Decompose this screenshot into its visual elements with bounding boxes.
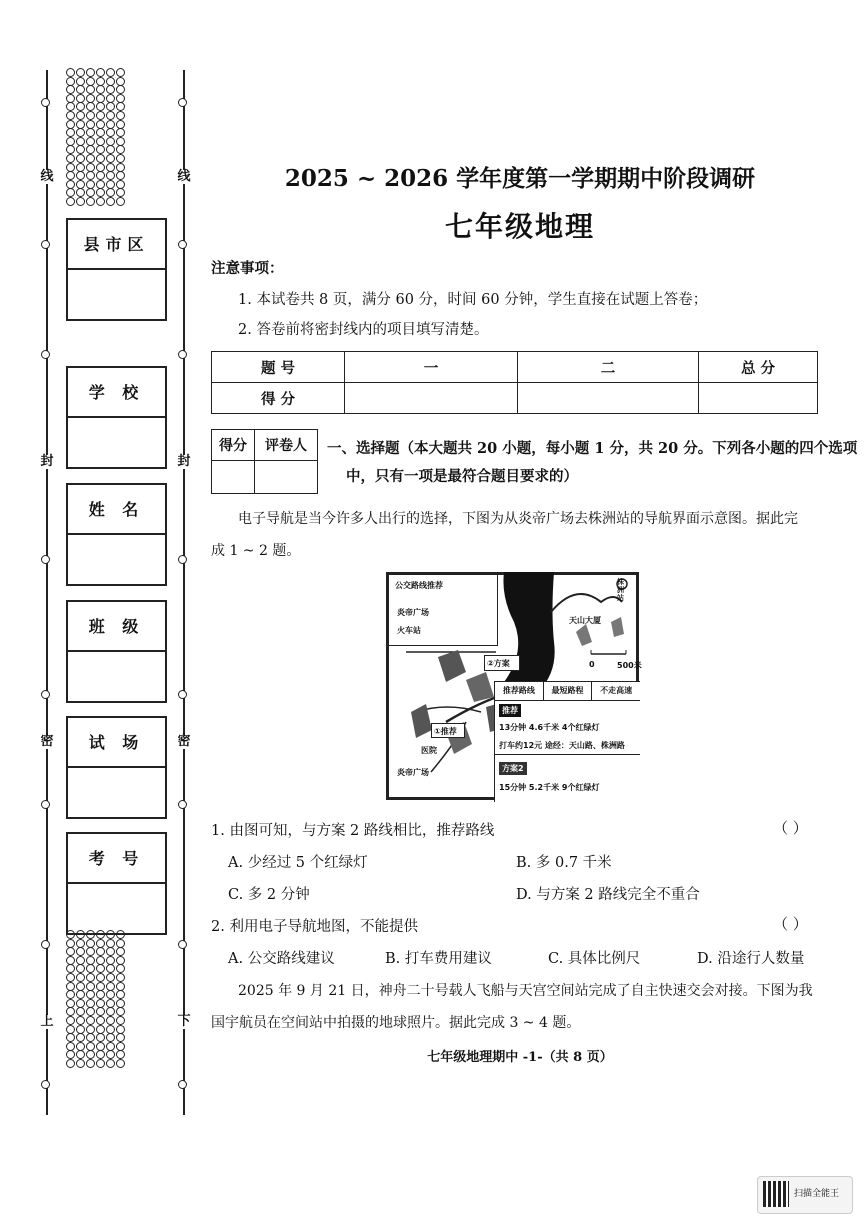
decorative-dot — [96, 1033, 105, 1042]
notes-item: 2. 答卷前将密封线内的项目填写清楚。 — [238, 322, 489, 338]
map-square-label: 炎帝广场 — [397, 768, 429, 777]
navigation-map-figure — [386, 572, 642, 800]
decorative-dot — [66, 154, 75, 163]
score-cell[interactable] — [345, 383, 518, 414]
seal-char: 线 — [177, 169, 191, 184]
grader-name-cell[interactable] — [255, 461, 318, 494]
decorative-dot — [96, 1050, 105, 1059]
seal-ring — [178, 240, 187, 249]
seal-ring — [41, 1080, 50, 1089]
decorative-dot — [86, 990, 95, 999]
option-d[interactable]: D. 沿途行人数量 — [697, 951, 805, 967]
decorative-dot — [96, 85, 105, 94]
field-room[interactable] — [66, 716, 167, 819]
decorative-dot — [96, 990, 105, 999]
decorative-dot — [86, 197, 95, 206]
decorative-dot — [66, 197, 75, 206]
map-plan2-tag — [484, 655, 520, 671]
seal-char: 线 — [40, 169, 54, 184]
route-tab[interactable]: 不走高速 — [600, 686, 633, 695]
decorative-dot — [116, 1016, 125, 1025]
decorative-dot — [116, 973, 125, 982]
decorative-dot — [86, 171, 95, 180]
score-cell[interactable] — [518, 383, 699, 414]
score-table-header: 总 分 — [699, 352, 818, 383]
decorative-dot — [66, 1059, 75, 1068]
seal-char: 上 — [40, 1014, 54, 1029]
seal-ring — [41, 940, 50, 949]
field-label: 班 级 — [68, 602, 165, 652]
decorative-dot — [106, 68, 115, 77]
field-school[interactable] — [66, 366, 167, 469]
decorative-dot — [116, 188, 125, 197]
decorative-dot — [116, 1007, 125, 1016]
passage-text: 国宇航员在空间站中拍摄的地球照片。据此完成 3 ~ 4 题。 — [211, 1015, 581, 1031]
decorative-dot — [116, 990, 125, 999]
decorative-dot — [106, 1016, 115, 1025]
option-d[interactable]: D. 与方案 2 路线完全不重合 — [516, 887, 700, 903]
decorative-dot — [86, 1016, 95, 1025]
seal-char: 封 — [40, 454, 54, 469]
decorative-dot — [106, 990, 115, 999]
decorative-dot — [76, 128, 85, 137]
score-table-label: 得 分 — [212, 383, 345, 414]
score-table — [211, 351, 818, 414]
right-seal-line — [183, 70, 185, 1115]
decorative-dot — [106, 1050, 115, 1059]
decorative-dot — [66, 145, 75, 154]
decorative-dot-grid — [66, 68, 124, 206]
scanner-watermark — [757, 1176, 853, 1214]
decorative-dot — [76, 973, 85, 982]
route1-info: 13分钟 4.6千米 4个红绿灯 — [499, 723, 600, 732]
map-plan2-tag-label: ②方案 — [487, 659, 510, 668]
score-table-header: 一 — [345, 352, 518, 383]
passage-text: 成 1 ~ 2 题。 — [211, 543, 301, 559]
field-class[interactable] — [66, 600, 167, 703]
answer-bracket[interactable]: （ ） — [773, 915, 808, 933]
decorative-dot — [116, 1059, 125, 1068]
route2-info: 15分钟 5.2千米 9个红绿灯 — [499, 783, 600, 792]
field-label: 姓 名 — [68, 485, 165, 535]
seal-char: 封 — [177, 454, 191, 469]
decorative-dot — [76, 990, 85, 999]
decorative-dot — [96, 188, 105, 197]
decorative-dot — [96, 171, 105, 180]
seal-ring — [41, 800, 50, 809]
question-1-stem: 1. 由图可知，与方案 2 路线相比，推荐路线 — [211, 823, 495, 839]
decorative-dot — [76, 171, 85, 180]
decorative-dot — [86, 111, 95, 120]
route-divider — [495, 754, 640, 755]
decorative-dot — [76, 188, 85, 197]
seal-ring — [41, 240, 50, 249]
decorative-dot — [106, 128, 115, 137]
decorative-dot — [66, 1007, 75, 1016]
field-county[interactable] — [66, 218, 167, 321]
decorative-dot — [76, 197, 85, 206]
decorative-dot — [116, 1033, 125, 1042]
field-label: 县市区 — [68, 220, 165, 270]
decorative-dot — [96, 973, 105, 982]
decorative-dot — [76, 145, 85, 154]
decorative-dot — [116, 947, 125, 956]
decorative-dot — [66, 171, 75, 180]
exam-subject: 七年级地理 — [444, 210, 595, 243]
decorative-dot — [96, 1016, 105, 1025]
grader-name-header: 评卷人 — [255, 430, 318, 461]
decorative-dot — [86, 947, 95, 956]
decorative-dot — [116, 85, 125, 94]
section-heading: 一、选择题（本大题共 20 小题，每小题 1 分，共 20 分。下列各小题的四个选项 — [327, 440, 858, 457]
option-b[interactable]: B. 多 0.7 千米 — [516, 855, 612, 871]
seal-char: 密 — [177, 734, 191, 749]
map-origin-label: 炎帝广场 — [397, 608, 429, 617]
map-hospital-label: 医院 — [421, 746, 437, 755]
decorative-dot — [66, 990, 75, 999]
decorative-dot — [66, 1033, 75, 1042]
decorative-dot — [106, 973, 115, 982]
map-station-label: 株洲站 — [617, 578, 624, 602]
decorative-dot — [86, 1007, 95, 1016]
watermark-label: 扫描全能王 — [794, 1189, 840, 1199]
map-destination-label: 火车站 — [397, 626, 421, 635]
decorative-dot — [66, 111, 75, 120]
decorative-dot — [86, 145, 95, 154]
map-top-bar-label: 公交路线推荐 — [395, 581, 443, 590]
question-2-stem: 2. 利用电子导航地图，不能提供 — [211, 919, 418, 935]
decorative-dot — [116, 197, 125, 206]
seal-ring — [178, 98, 187, 107]
decorative-dot — [106, 154, 115, 163]
decorative-dot — [106, 188, 115, 197]
decorative-dot — [86, 85, 95, 94]
decorative-dot — [106, 1059, 115, 1068]
decorative-dot — [96, 154, 105, 163]
decorative-dot — [86, 68, 95, 77]
seal-ring — [178, 940, 187, 949]
route2-badge: 方案2 — [499, 762, 527, 775]
decorative-dot — [96, 128, 105, 137]
decorative-dot — [116, 154, 125, 163]
decorative-dot — [86, 188, 95, 197]
notes-item: 1. 本试卷共 8 页，满分 60 分，时间 60 分钟，学生直接在试题上答卷； — [238, 292, 708, 308]
decorative-dot — [106, 85, 115, 94]
option-b[interactable]: B. 打车费用建议 — [385, 951, 492, 967]
decorative-dot — [86, 1059, 95, 1068]
decorative-dot — [76, 1033, 85, 1042]
page-footer: 七年级地理期中 -1-（共 8 页） — [427, 1050, 613, 1065]
decorative-dot — [116, 128, 125, 137]
seal-ring — [178, 350, 187, 359]
decorative-dot — [76, 947, 85, 956]
route1-detail: 打车约12元 途经：天山路、株洲路 — [499, 741, 625, 750]
decorative-dot — [66, 1016, 75, 1025]
decorative-dot — [86, 154, 95, 163]
decorative-dot — [116, 171, 125, 180]
decorative-dot — [86, 128, 95, 137]
map-scale-end: 500米 — [617, 661, 642, 670]
decorative-dot — [76, 1050, 85, 1059]
score-table-header: 题 号 — [212, 352, 345, 383]
decorative-dot — [96, 197, 105, 206]
field-label: 考 号 — [68, 834, 165, 884]
decorative-dot — [106, 145, 115, 154]
option-a[interactable]: A. 公交路线建议 — [228, 951, 335, 967]
route-tab[interactable]: 最短路程 — [544, 682, 593, 700]
decorative-dot — [76, 1016, 85, 1025]
decorative-dot — [76, 68, 85, 77]
map-plan1-tag — [431, 723, 465, 738]
decorative-dot — [66, 85, 75, 94]
decorative-dot — [96, 111, 105, 120]
option-a[interactable]: A. 少经过 5 个红绿灯 — [228, 855, 368, 871]
seal-char: 密 — [40, 734, 54, 749]
grader-score-cell[interactable] — [212, 461, 255, 494]
decorative-dot — [76, 154, 85, 163]
left-seal-line — [46, 70, 48, 1115]
score-cell[interactable] — [699, 383, 818, 414]
passage-text: 电子导航是当今许多人出行的选择，下图为从炎帝广场去株洲站的导航界面示意图。据此完 — [238, 511, 798, 527]
seal-ring — [41, 350, 50, 359]
decorative-dot — [66, 188, 75, 197]
decorative-dot-grid — [66, 930, 124, 1068]
decorative-dot — [116, 145, 125, 154]
qr-code-icon — [763, 1181, 789, 1207]
decorative-dot — [66, 68, 75, 77]
route-panel — [494, 681, 640, 802]
decorative-dot — [116, 1050, 125, 1059]
decorative-dot — [76, 1059, 85, 1068]
decorative-dot — [106, 1007, 115, 1016]
decorative-dot — [96, 145, 105, 154]
answer-bracket[interactable]: （ ） — [773, 819, 808, 837]
decorative-dot — [76, 111, 85, 120]
decorative-dot — [116, 111, 125, 120]
field-label: 试 场 — [68, 718, 165, 768]
seal-ring — [178, 690, 187, 699]
decorative-dot — [106, 171, 115, 180]
seal-char: 下 — [177, 1014, 191, 1029]
decorative-dot — [76, 85, 85, 94]
decorative-dot — [66, 947, 75, 956]
notes-heading: 注意事项： — [211, 260, 284, 277]
decorative-dot — [66, 973, 75, 982]
section-heading-cont: 中，只有一项是最符合题目要求的） — [346, 468, 578, 485]
decorative-dot — [96, 947, 105, 956]
map-plan1-tag-label: ①推荐 — [434, 727, 457, 736]
option-c[interactable]: C. 具体比例尺 — [548, 951, 641, 967]
decorative-dot — [96, 68, 105, 77]
decorative-dot — [116, 68, 125, 77]
decorative-dot — [106, 1033, 115, 1042]
seal-ring — [178, 800, 187, 809]
passage-text: 2025 年 9 月 21 日，神舟二十号载人飞船与天宫空间站完成了自主快速交会对接。下图为我 — [238, 983, 813, 999]
decorative-dot — [76, 1007, 85, 1016]
decorative-dot — [86, 1033, 95, 1042]
field-label: 学 校 — [68, 368, 165, 418]
route-tabs — [495, 682, 640, 701]
route1-badge: 推荐 — [499, 704, 521, 717]
map-top-bar — [389, 575, 498, 596]
decorative-dot — [106, 111, 115, 120]
map-building-label: 天山大厦 — [569, 616, 601, 625]
grader-table — [211, 429, 318, 494]
seal-ring — [41, 555, 50, 564]
decorative-dot — [66, 1050, 75, 1059]
decorative-dot — [96, 1059, 105, 1068]
seal-ring — [178, 1080, 187, 1089]
seal-ring — [178, 555, 187, 564]
grader-score-header: 得分 — [212, 430, 255, 461]
seal-ring — [41, 690, 50, 699]
decorative-dot — [86, 973, 95, 982]
score-table-header: 二 — [518, 352, 699, 383]
exam-title: 2025 ~ 2026 学年度第一学期期中阶段调研 — [284, 165, 756, 192]
route-tab[interactable]: 推荐路线 — [495, 682, 544, 700]
field-name[interactable] — [66, 483, 167, 586]
decorative-dot — [86, 1050, 95, 1059]
decorative-dot — [106, 197, 115, 206]
map-scale-zero: 0 — [589, 660, 595, 669]
seal-ring — [41, 98, 50, 107]
field-exam-number[interactable] — [66, 832, 167, 935]
decorative-dot — [66, 128, 75, 137]
map-route-panel — [389, 595, 498, 646]
decorative-dot — [106, 947, 115, 956]
option-c[interactable]: C. 多 2 分钟 — [228, 887, 310, 903]
decorative-dot — [96, 1007, 105, 1016]
